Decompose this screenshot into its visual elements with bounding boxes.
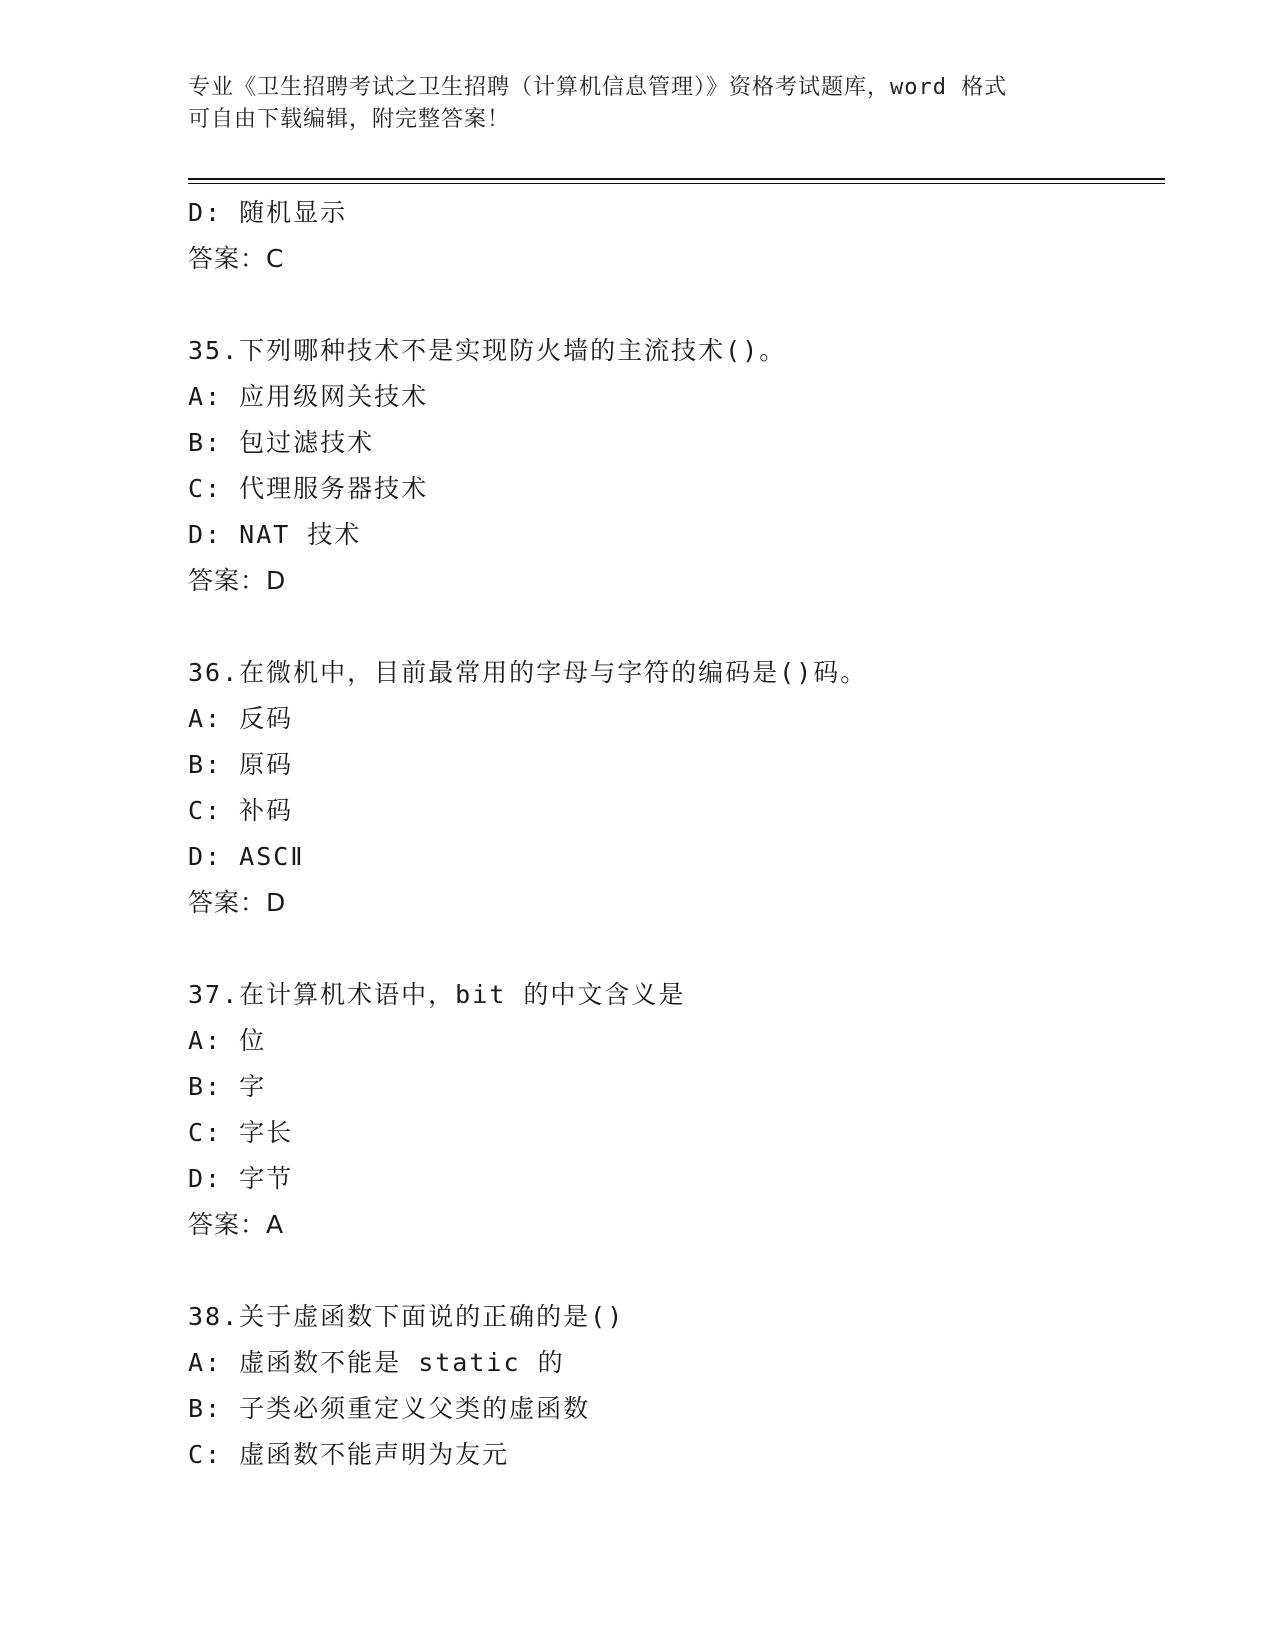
option-a: A: 位 xyxy=(188,1026,267,1055)
option-d: D: NAT 技术 xyxy=(188,520,362,549)
option-a: A: 虚函数不能是 static 的 xyxy=(188,1348,565,1377)
header-line-2: 可自由下载编辑，附完整答案！ xyxy=(188,107,511,132)
document-body xyxy=(188,190,1168,1478)
question-block-37 xyxy=(188,972,1168,1248)
answer: 答案：D xyxy=(188,566,287,595)
header-divider xyxy=(188,178,1165,184)
option-d: D: 字节 xyxy=(188,1164,294,1193)
answer: 答案：A xyxy=(188,1210,285,1239)
header-line-1: 专业《卫生招聘考试之卫生招聘（计算机信息管理）》资格考试题库，word 格式 xyxy=(188,75,1008,100)
question-text: 37.在计算机术语中，bit 的中文含义是 xyxy=(188,980,686,1009)
option-c: C: 字长 xyxy=(188,1118,294,1147)
option-d: D: 随机显示 xyxy=(188,198,348,227)
option-b: B: 包过滤技术 xyxy=(188,428,375,457)
option-b: B: 原码 xyxy=(188,750,294,779)
answer: 答案：D xyxy=(188,888,287,917)
question-text: 35.下列哪种技术不是实现防火墙的主流技术()。 xyxy=(188,336,787,365)
option-d: D: ASCⅡ xyxy=(188,842,305,871)
option-b: B: 字 xyxy=(188,1072,267,1101)
spacer xyxy=(188,604,1168,650)
option-a: A: 应用级网关技术 xyxy=(188,382,429,411)
option-c: C: 代理服务器技术 xyxy=(188,474,429,503)
option-a: A: 反码 xyxy=(188,704,294,733)
page-header xyxy=(188,72,1088,136)
spacer xyxy=(188,1248,1168,1294)
answer: 答案：C xyxy=(188,244,285,273)
option-c: C: 虚函数不能声明为友元 xyxy=(188,1440,510,1469)
spacer xyxy=(188,282,1168,328)
question-block-38 xyxy=(188,1294,1168,1478)
question-block-35 xyxy=(188,328,1168,604)
option-b: B: 子类必须重定义父类的虚函数 xyxy=(188,1394,591,1423)
option-c: C: 补码 xyxy=(188,796,294,825)
question-text: 36.在微机中，目前最常用的字母与字符的编码是()码。 xyxy=(188,658,868,687)
question-text: 38.关于虚函数下面说的正确的是() xyxy=(188,1302,625,1331)
question-block-36 xyxy=(188,650,1168,926)
spacer xyxy=(188,926,1168,972)
